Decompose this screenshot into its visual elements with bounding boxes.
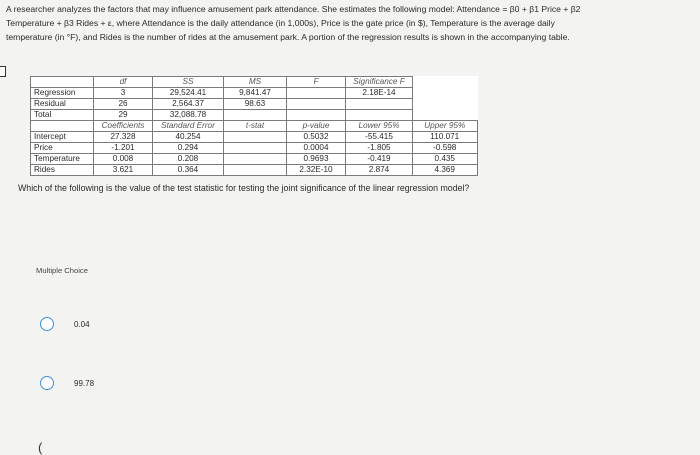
choice-label: 0.04 xyxy=(74,319,90,329)
table-cell xyxy=(287,110,346,121)
choice-option-1[interactable] xyxy=(40,317,90,331)
table-cell: 0.435 xyxy=(413,154,478,165)
table-cell: Price xyxy=(31,143,94,154)
anova-header-row xyxy=(31,77,478,88)
table-cell xyxy=(31,77,94,88)
table-cell xyxy=(413,88,478,99)
question-text xyxy=(6,2,696,44)
table-cell: -0.598 xyxy=(413,143,478,154)
table-cell: 2.874 xyxy=(346,165,413,176)
table-cell: 0.9693 xyxy=(287,154,346,165)
table-cell: 29,524.41 xyxy=(153,88,224,99)
table-cell: Regression xyxy=(31,88,94,99)
question-line-2: Temperature + β3 Rides + ε, where Attendance is the daily attendance (in 1,000s), Price is the gate price (in $), Temperature is the average daily xyxy=(6,18,555,28)
table-header: Lower 95% xyxy=(346,121,413,132)
table-header: Standard Error xyxy=(153,121,224,132)
table-row xyxy=(31,132,478,143)
table-cell xyxy=(224,165,287,176)
table-header: SS xyxy=(153,77,224,88)
table-cell xyxy=(224,154,287,165)
table-cell xyxy=(287,99,346,110)
radio-button[interactable] xyxy=(40,376,54,390)
table-cell xyxy=(346,110,413,121)
table-cell: 26 xyxy=(94,99,153,110)
table-cell: Temperature xyxy=(31,154,94,165)
table-cell: Residual xyxy=(31,99,94,110)
multiple-choice-label: Multiple Choice xyxy=(36,266,88,275)
table-row xyxy=(31,154,478,165)
coef-header-row xyxy=(31,121,478,132)
table-cell: 110.071 xyxy=(413,132,478,143)
table-cell: Intercept xyxy=(31,132,94,143)
question-line-3: temperature (in °F), and Rides is the number of rides at the amusement park. A portion of the regression results is shown in the accompanying table. xyxy=(6,32,570,42)
choice-label: 99.78 xyxy=(74,378,95,388)
table-cell: 0.208 xyxy=(153,154,224,165)
regression-table xyxy=(30,76,478,176)
table-header: MS xyxy=(224,77,287,88)
table-cell: 27.328 xyxy=(94,132,153,143)
table-cell xyxy=(31,121,94,132)
table-row xyxy=(31,99,478,110)
table-cell: 2.32E-10 xyxy=(287,165,346,176)
table-cell: 9,841.47 xyxy=(224,88,287,99)
followup-question: Which of the following is the value of the test statistic for testing the joint significance of the linear regression model? xyxy=(18,183,470,193)
table-cell: 29 xyxy=(94,110,153,121)
table-cell xyxy=(413,110,478,121)
table-cell: -1.201 xyxy=(94,143,153,154)
table-cell: 0.5032 xyxy=(287,132,346,143)
table-cell: -0.419 xyxy=(346,154,413,165)
table-cell: 0.0004 xyxy=(287,143,346,154)
table-cell xyxy=(224,132,287,143)
table-cell: 0.364 xyxy=(153,165,224,176)
partial-choice-glyph[interactable]: ( xyxy=(38,440,43,455)
table-cell: 0.294 xyxy=(153,143,224,154)
choice-option-2[interactable] xyxy=(40,376,94,390)
table-cell xyxy=(287,88,346,99)
table-header: Coefficients xyxy=(94,121,153,132)
table-cell: 3 xyxy=(94,88,153,99)
table-cell: 3.621 xyxy=(94,165,153,176)
table-header: t-stat xyxy=(224,121,287,132)
table-row xyxy=(31,88,478,99)
table-cell xyxy=(224,143,287,154)
table-cell xyxy=(346,99,413,110)
table-cell: Rides xyxy=(31,165,94,176)
table-header: Upper 95% xyxy=(413,121,478,132)
table-cell: -55.415 xyxy=(346,132,413,143)
table-cell xyxy=(413,99,478,110)
table-header: p-value xyxy=(287,121,346,132)
table-cell: 98.63 xyxy=(224,99,287,110)
table-row xyxy=(31,165,478,176)
table-cell: 2,564.37 xyxy=(153,99,224,110)
table-header: F xyxy=(287,77,346,88)
table-cell xyxy=(413,77,478,88)
radio-button[interactable] xyxy=(40,317,54,331)
table-cell: -1.805 xyxy=(346,143,413,154)
table-cell: 40.254 xyxy=(153,132,224,143)
table-header: df xyxy=(94,77,153,88)
table-header: Significance F xyxy=(346,77,413,88)
table-cell xyxy=(224,110,287,121)
table-cell: 2.18E-14 xyxy=(346,88,413,99)
table-cell: 4.369 xyxy=(413,165,478,176)
table-cell: Total xyxy=(31,110,94,121)
table-cell: 32,088.78 xyxy=(153,110,224,121)
side-tab[interactable] xyxy=(0,66,6,77)
table-row xyxy=(31,110,478,121)
table-cell: 0.008 xyxy=(94,154,153,165)
question-line-1: A researcher analyzes the factors that may influence amusement park attendance. She estimates the following model: Attendance = β0 + β1 Price + β2 xyxy=(6,4,581,14)
table-row xyxy=(31,143,478,154)
